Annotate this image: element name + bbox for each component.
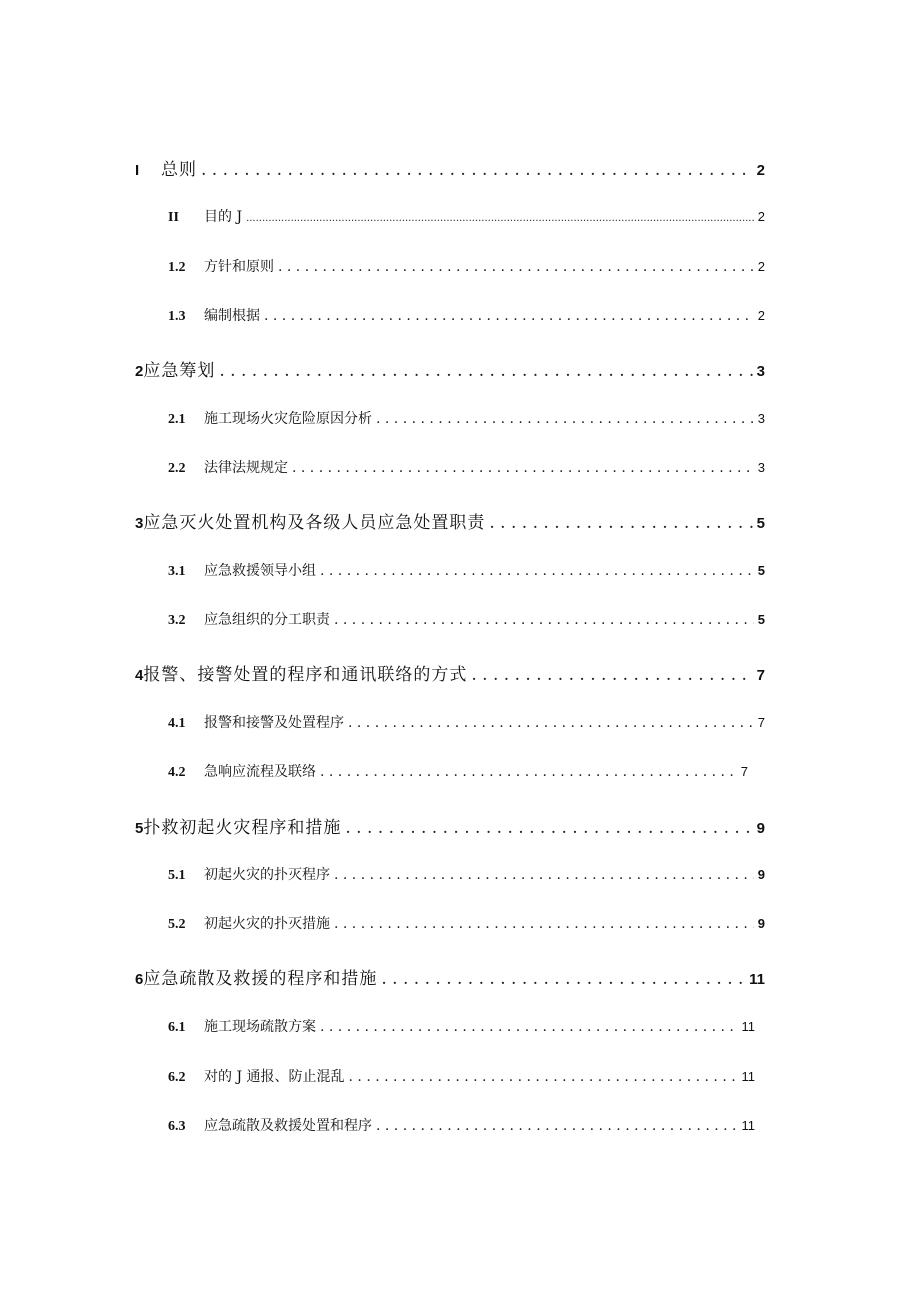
toc-title: 应急灭火处置机构及各级人员应急处置职责: [143, 513, 486, 533]
toc-title: 应急救援领导小组: [204, 563, 316, 579]
toc-page-number: 9: [756, 820, 765, 837]
toc-entry-chapter-6[interactable]: [135, 964, 765, 989]
toc-page-number: 7: [740, 764, 748, 779]
toc-leader: [320, 764, 737, 780]
toc-entry-chapter-1[interactable]: [135, 155, 765, 180]
toc-page-number: 5: [757, 612, 765, 627]
toc-page-number: 11: [749, 971, 765, 988]
toc-number: 6.2: [168, 1070, 186, 1085]
toc-entry-section-6-2[interactable]: [168, 1066, 755, 1086]
toc-leader: [334, 612, 754, 628]
toc-title: 编制根据: [204, 308, 260, 324]
toc-entry-section-4-1[interactable]: [168, 712, 765, 732]
toc-entry-section-2-1[interactable]: [168, 408, 765, 428]
toc-title: 初起火灾的扑灭措施: [204, 916, 330, 932]
toc-number: 4.2: [168, 765, 186, 780]
toc-leader: [334, 916, 754, 932]
toc-number: 5: [135, 820, 144, 837]
toc-leader: [246, 209, 754, 225]
toc-entry-section-6-1[interactable]: [168, 1016, 755, 1036]
toc-number: 6.1: [168, 1020, 186, 1035]
toc-number: 6.3: [168, 1119, 186, 1134]
toc-title: 对的 J 通报、防止混乱: [204, 1069, 345, 1085]
toc-entry-section-1-1[interactable]: [168, 206, 765, 226]
toc-page-number: 9: [757, 867, 765, 882]
toc-number: 6: [135, 971, 144, 988]
toc-number: 4: [135, 667, 144, 684]
toc-leader: [201, 160, 753, 180]
toc-leader: [219, 361, 752, 381]
toc-title: 应急疏散及救援的程序和措施: [143, 969, 378, 989]
toc-page-number: 7: [756, 667, 765, 684]
toc-leader: [292, 460, 754, 476]
toc-page-number: 3: [757, 460, 765, 475]
toc-leader: [489, 513, 752, 533]
toc-number: 2.2: [168, 461, 186, 476]
toc-title: 初起火灾的扑灭程序: [204, 867, 330, 883]
toc-page-number: 3: [756, 363, 765, 380]
toc-title: 法律法规规定: [204, 460, 288, 476]
toc-entry-section-2-2[interactable]: [168, 457, 765, 477]
toc-title: 目的 J: [204, 209, 243, 225]
toc-leader: [334, 867, 754, 883]
toc-page-number: 3: [757, 411, 765, 426]
toc-entry-section-4-2[interactable]: [168, 761, 748, 781]
toc-title: 方针和原则: [204, 259, 274, 275]
toc-page-number: 2: [757, 209, 765, 224]
toc-leader: [471, 665, 752, 685]
toc-number: 5.1: [168, 868, 186, 883]
toc-title: 报警和接警及处置程序: [204, 715, 344, 731]
toc-title: 扑救初起火灾程序和措施: [143, 818, 342, 838]
toc-number: 1.3: [168, 309, 186, 324]
toc-entry-chapter-3[interactable]: [135, 508, 765, 533]
toc-page-number: 11: [741, 1019, 755, 1034]
toc-leader: [381, 969, 745, 989]
toc-number: 4.1: [168, 716, 186, 731]
toc-leader: [264, 308, 754, 324]
toc-title: 施工现场疏散方案: [204, 1019, 316, 1035]
toc-entry-chapter-4[interactable]: [135, 660, 765, 685]
toc-page-number: 2: [757, 259, 765, 274]
toc-entry-section-3-1[interactable]: [168, 560, 765, 580]
toc-title: 应急组织的分工职责: [204, 612, 330, 628]
toc-leader: [320, 1019, 738, 1035]
toc-title: 总则: [161, 160, 197, 180]
toc-title: 应急筹划: [143, 361, 216, 381]
toc-title: 急响应流程及联络: [204, 764, 316, 780]
toc-number: 3: [135, 515, 144, 532]
toc-title: 报警、接警处置的程序和通讯联络的方式: [143, 665, 468, 685]
toc-page-number: 7: [757, 715, 765, 730]
toc-entry-chapter-2[interactable]: [135, 356, 765, 381]
toc-number: 2: [135, 363, 144, 380]
toc-leader: [345, 818, 752, 838]
toc-page-number: 5: [756, 515, 765, 532]
toc-page-number: 11: [741, 1069, 755, 1084]
toc-entry-section-3-2[interactable]: [168, 609, 765, 629]
toc-title: 应急疏散及救援处置和程序: [204, 1118, 372, 1134]
toc-entry-section-6-3[interactable]: [168, 1115, 755, 1135]
toc-page-number: 2: [757, 308, 765, 323]
toc-leader: [320, 563, 754, 579]
toc-number: 3.1: [168, 564, 186, 579]
toc-leader: [348, 715, 754, 731]
toc-leader: [376, 411, 754, 427]
toc-number: I: [135, 162, 140, 179]
toc-entry-chapter-5[interactable]: [135, 813, 765, 838]
toc-entry-section-1-3[interactable]: [168, 305, 765, 325]
toc-entry-section-5-2[interactable]: [168, 913, 765, 933]
toc-entry-section-1-2[interactable]: [168, 256, 765, 276]
toc-number: 2.1: [168, 412, 186, 427]
toc-number: II: [168, 210, 179, 225]
toc-title: 施工现场火灾危险原因分析: [204, 411, 372, 427]
toc-number: 3.2: [168, 613, 186, 628]
toc-leader: [278, 259, 754, 275]
toc-leader: [349, 1069, 738, 1085]
toc-entry-section-5-1[interactable]: [168, 864, 765, 884]
toc-page-number: 2: [756, 162, 765, 179]
toc-page-number: 5: [757, 563, 765, 578]
toc-number: 5.2: [168, 917, 186, 932]
toc-page-number: 11: [741, 1118, 755, 1133]
toc-leader: [376, 1118, 738, 1134]
toc-page-number: 9: [757, 916, 765, 931]
toc-number: 1.2: [168, 260, 186, 275]
